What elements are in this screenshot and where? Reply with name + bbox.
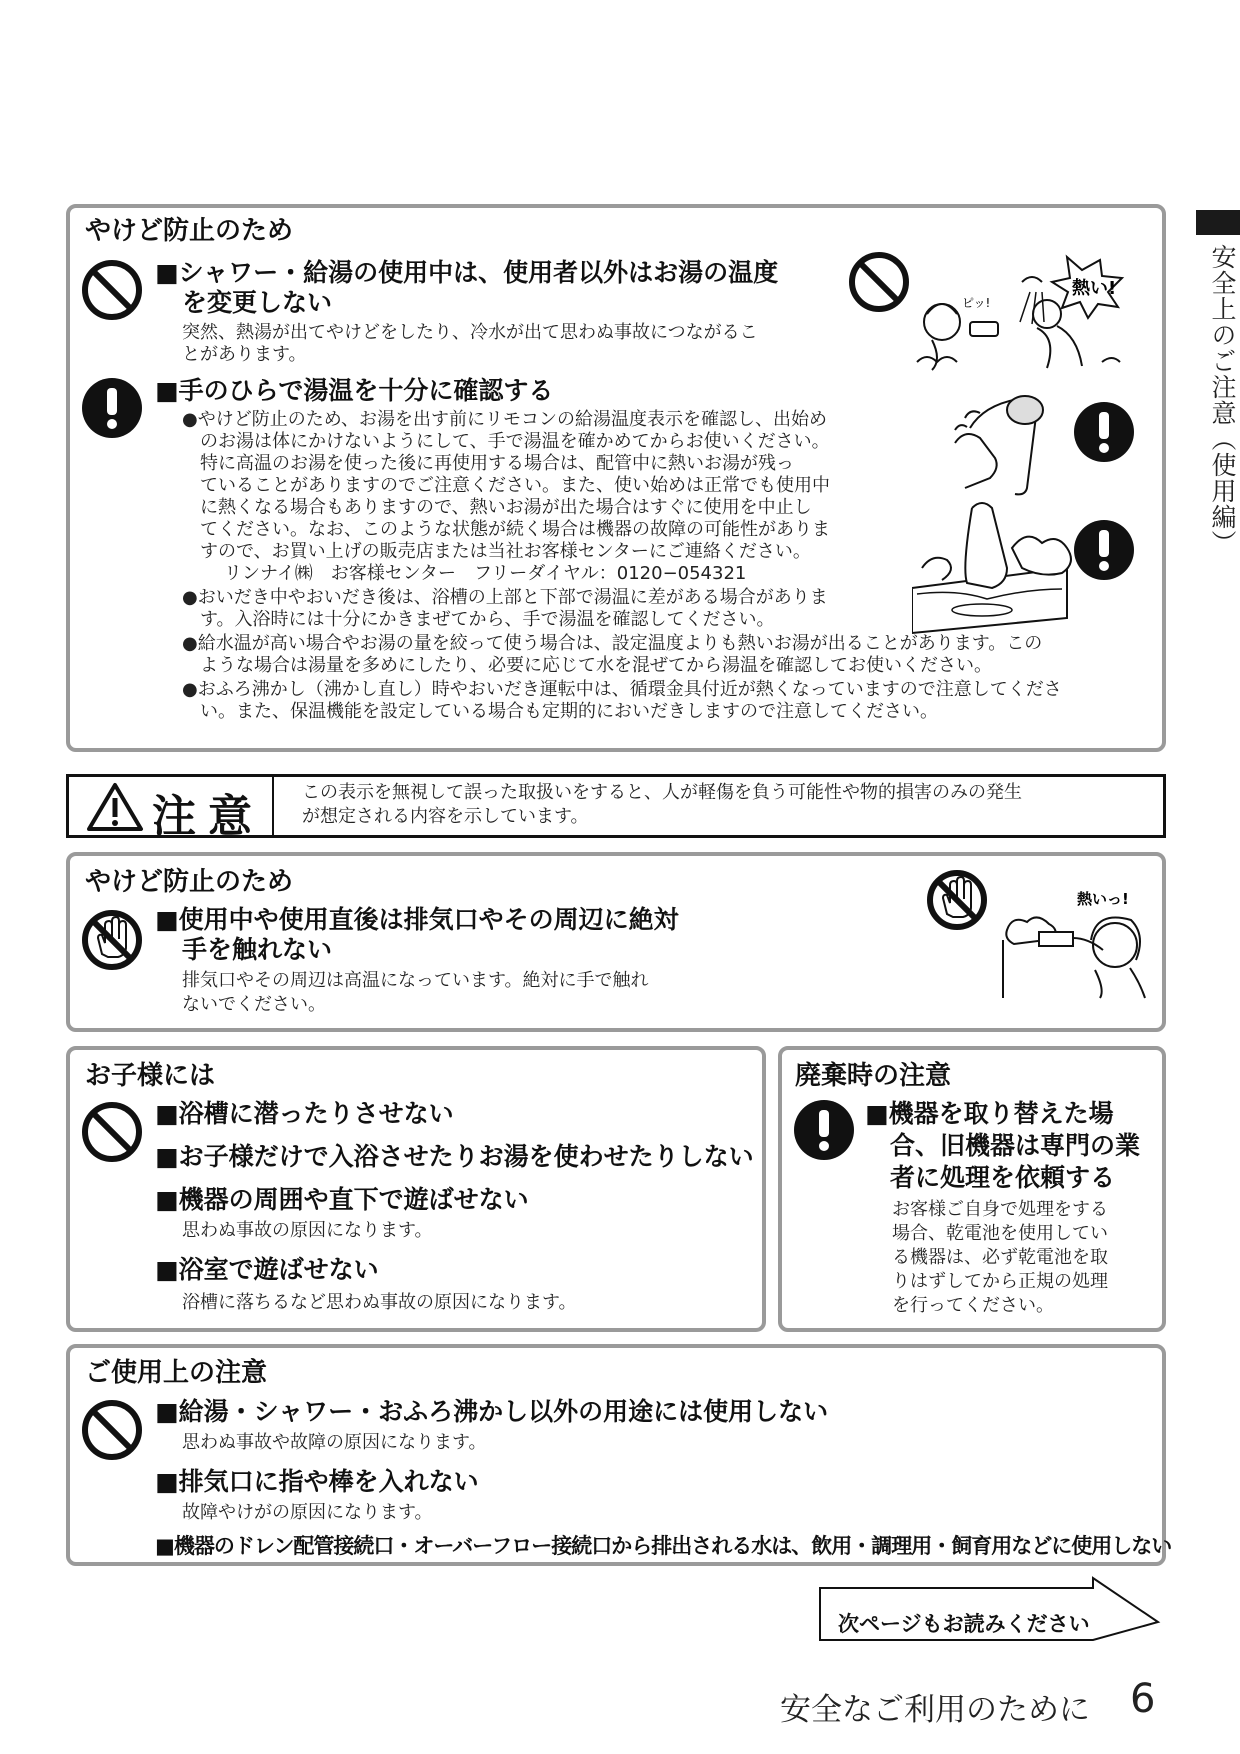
exhaust-touch-illustration	[995, 870, 1155, 1000]
mandatory-icon	[1072, 400, 1136, 464]
mandatory-icon	[1072, 518, 1136, 582]
hand-shower-illustration	[950, 388, 1070, 498]
item-title: 合、旧機器は専門の業	[890, 1131, 1141, 1160]
next-page-label: 次ページもお読みください	[838, 1612, 1090, 1636]
item-body: 浴槽に落ちるなど思わぬ事故の原因になります。	[182, 1292, 577, 1313]
mandatory-icon	[80, 376, 144, 440]
bullet-text: す。入浴時には十分にかきまぜてから、手で湯温を確認してください。	[200, 609, 775, 630]
item-body: 故障やけがの原因になります。	[182, 1502, 433, 1523]
section-title: お子様には	[85, 1061, 216, 1091]
caution-text: が想定される内容を示しています。	[302, 806, 589, 827]
page-number: 6	[1130, 1676, 1156, 1722]
bullet-text: のお湯は体にかけないようにして、手で湯温を確かめてからお使いください。	[200, 431, 830, 452]
bullet-text: てください。なお、このような状態が続く場合は機器の故障の可能性がありま	[200, 519, 830, 540]
bullet-text: ていることがありますのでご注意ください。また、使い始めは正常でも使用中	[200, 475, 830, 496]
item-title: ■お子様だけで入浴させたりお湯を使わせたりしない	[155, 1142, 754, 1171]
bullet-text: リンナイ㈱ お客様センター フリーダイヤル：0120−054321	[224, 563, 747, 584]
item-title: を変更しない	[182, 288, 333, 317]
item-title: ■給湯・シャワー・おふろ沸かし以外の用途には使用しない	[155, 1397, 829, 1426]
no-touch-icon	[925, 868, 989, 932]
item-body: とがあります。	[182, 344, 307, 365]
no-touch-icon	[80, 908, 144, 972]
section-title: やけど防止のため	[85, 216, 294, 246]
caution-banner-divider	[272, 777, 274, 835]
item-body: 思わぬ事故の原因になります。	[182, 1220, 433, 1241]
bullet-text: ●おいだき中やおいだき後は、浴槽の上部と下部で湯温に差がある場合がありま	[182, 587, 828, 608]
bullet-text: 特に高温のお湯を使った後に再使用する場合は、配管中に熱いお湯が残っ	[200, 453, 794, 474]
item-body: 排気口やその周辺は高温になっています。絶対に手で触れ	[182, 970, 649, 991]
shower-scald-illustration	[912, 252, 1132, 380]
caution-text: この表示を無視して誤った取扱いをすると、人が軽傷を負う可能性や物的損害のみの発生	[302, 782, 1022, 803]
bathtub-hand-illustration	[912, 498, 1072, 638]
bullet-text: い。また、保温機能を設定している場合も定期的においだきしますので注意してください。	[200, 701, 938, 722]
warning-triangle-icon	[86, 782, 144, 832]
prohibition-icon	[80, 1398, 144, 1462]
section-title: 廃棄時の注意	[795, 1061, 952, 1091]
item-body: 思わぬ事故や故障の原因になります。	[182, 1432, 487, 1453]
beep-label: ピッ!	[962, 296, 991, 310]
bullet-text: に熱くなる場合もありますので、熱いお湯が出た場合はすぐに使用を中止し	[200, 497, 812, 518]
item-title: 手を触れない	[182, 935, 333, 964]
footer-title: 安全なご利用のために	[780, 1692, 1090, 1728]
item-body: を行ってください。	[892, 1295, 1054, 1316]
item-title: ■手のひらで湯温を十分に確認する	[155, 376, 554, 405]
item-body: る機器は、必ず乾電池を取	[892, 1247, 1108, 1268]
item-title: ■浴槽に潜ったりさせない	[155, 1099, 454, 1128]
side-tab-label: 安全上のご注意（使用編）	[1208, 244, 1237, 556]
bullet-text: ●給水温が高い場合やお湯の量を絞って使う場合は、設定温度よりも熱いお湯が出ることがあります。この	[182, 633, 1043, 654]
item-title: ■機器を取り替えた場	[865, 1099, 1114, 1128]
bullet-text: ●やけど防止のため、お湯を出す前にリモコンの給湯温度表示を確認し、出始め	[182, 409, 827, 430]
item-title: ■排気口に指や棒を入れない	[155, 1467, 479, 1496]
item-body: 突然、熱湯が出てやけどをしたり、冷水が出て思わぬ事故につながるこ	[182, 322, 758, 343]
hot-label: 熱い!	[1072, 278, 1117, 299]
section-title: やけど防止のため	[85, 867, 294, 897]
prohibition-icon	[80, 258, 144, 322]
prohibition-icon	[80, 1100, 144, 1164]
item-title: ■シャワー・給湯の使用中は、使用者以外はお湯の温度	[155, 258, 779, 287]
hot-label: 熱いっ!	[1077, 890, 1129, 908]
prohibition-icon	[847, 250, 911, 314]
item-title: ■機器のドレン配管接続口・オーバーフロー接続口から排出される水は、飲用・調理用・飼育用などに使用しない	[155, 1534, 1172, 1558]
item-body: 場合、乾電池を使用してい	[892, 1223, 1108, 1244]
item-body: ないでください。	[182, 994, 326, 1015]
item-title: ■機器の周囲や直下で遊ばせない	[155, 1185, 529, 1214]
bullet-text: すので、お買い上げの販売店または当社お客様センターにご連絡ください。	[200, 541, 811, 562]
section-title: ご使用上の注意	[85, 1358, 268, 1388]
item-title: ■使用中や使用直後は排気口やその周辺に絶対	[155, 905, 679, 934]
bullet-text: ような場合は湯量を多めにしたり、必要に応じて水を混ぜてから湯温を確認してお使いください。	[200, 655, 992, 676]
mandatory-icon	[792, 1098, 856, 1162]
bullet-text: ●おふろ沸かし（沸かし直し）時やおいだき運転中は、循環金具付近が熱くなっていますので注意してくださ	[182, 679, 1062, 700]
item-body: りはずしてから正規の処理	[892, 1271, 1108, 1292]
item-title: ■浴室で遊ばせない	[155, 1255, 379, 1284]
caution-label: 注意	[152, 791, 264, 842]
item-title: 者に処理を依頼する	[890, 1163, 1116, 1192]
item-body: お客様ご自身で処理をする	[892, 1199, 1108, 1220]
side-tab-marker	[1196, 210, 1240, 235]
